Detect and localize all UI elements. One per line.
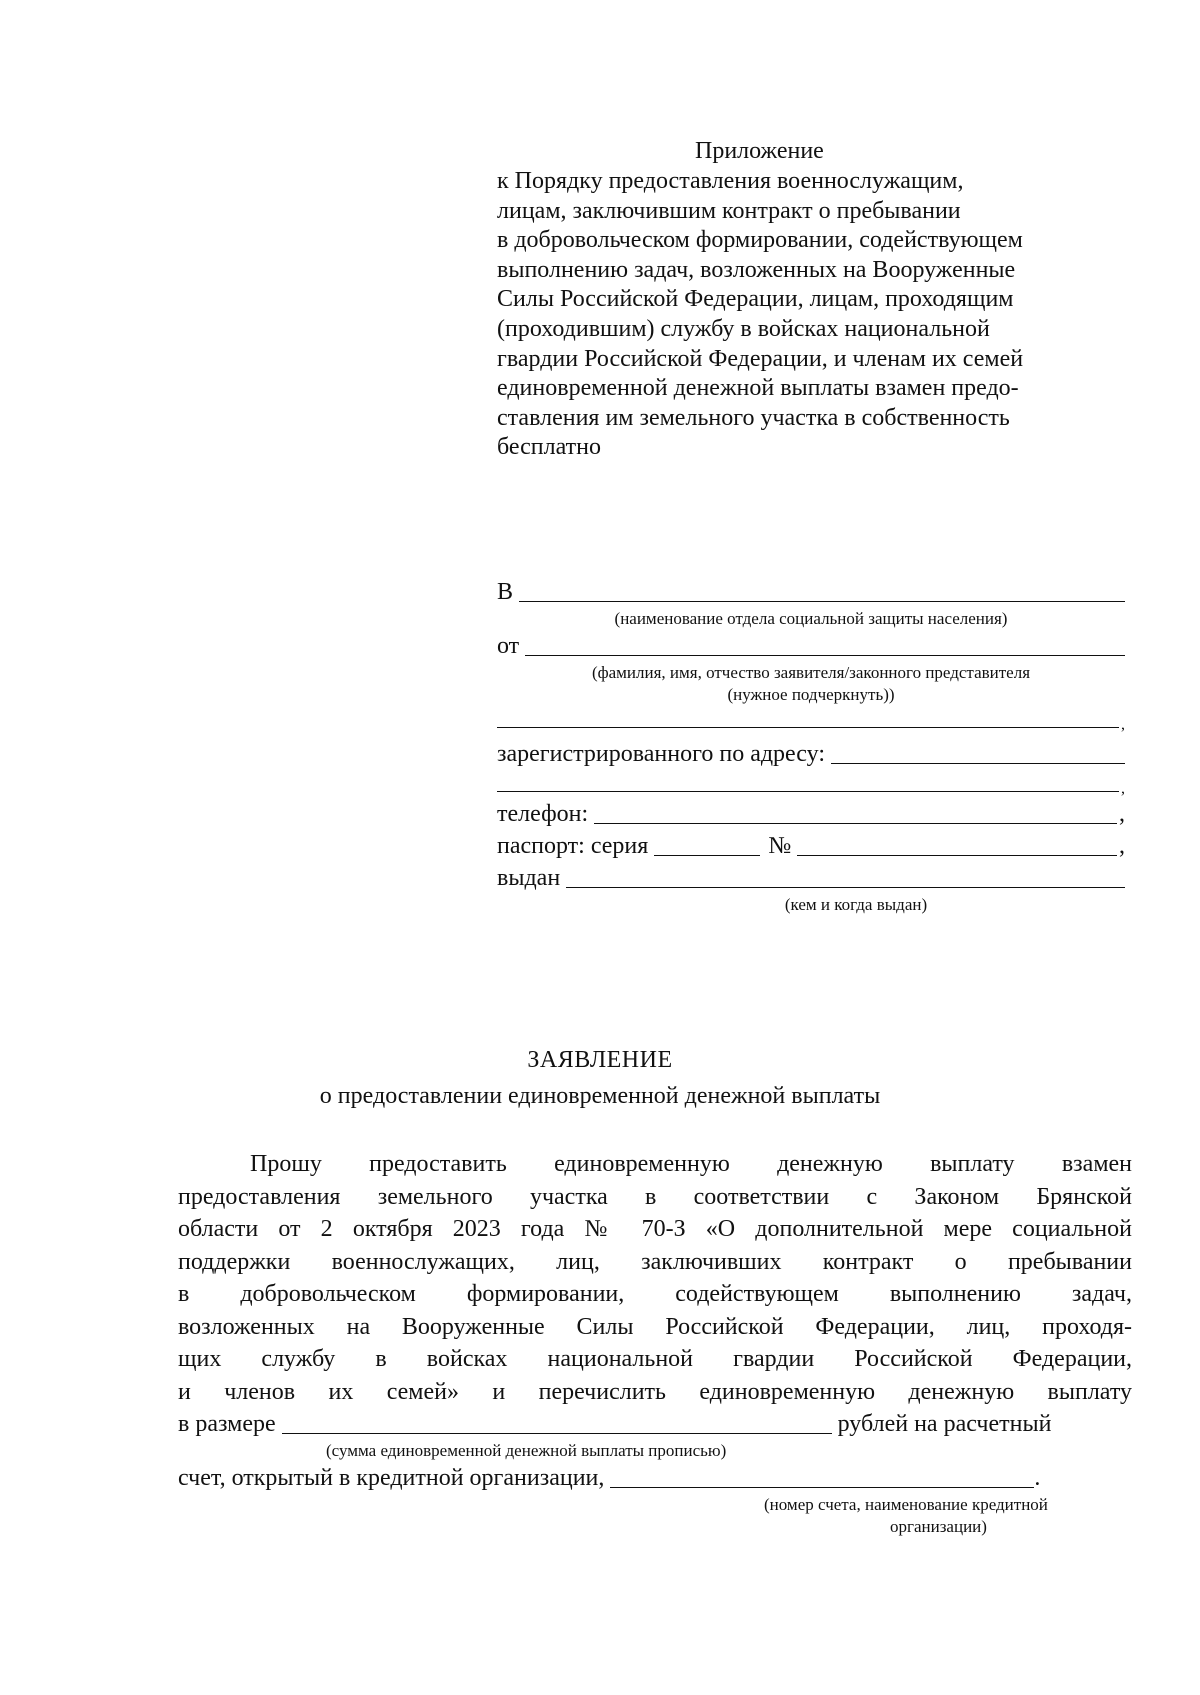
comma: , [1119, 833, 1125, 859]
account-caption: (номер счета, наименование кредитной [764, 1495, 1048, 1514]
appendix-line: в добровольческом формировании, содействующем [497, 227, 1023, 254]
statement-body [178, 1148, 1132, 1538]
appendix-line: ставления им земельного участка в собственность [497, 404, 1010, 431]
body-line: возложенных на Вооруженные Силы Российской Федерации, лиц, проходя- [178, 1313, 1132, 1340]
address-block [497, 576, 1125, 916]
issued-field[interactable] [566, 863, 1125, 888]
amount-caption: (сумма единовременной денежной выплаты прописью) [326, 1441, 727, 1460]
registered-row [497, 738, 1125, 770]
appendix-line: (проходившим) службу в войсках национальной [497, 315, 990, 342]
passport-number-field[interactable] [797, 831, 1117, 856]
body-line: поддержки военнослужащих, лиц, заключивших контракт о пребывании [178, 1248, 1132, 1275]
comma: , [1119, 801, 1125, 827]
passport-row [497, 830, 1125, 862]
phone-label: телефон: [497, 801, 589, 827]
amount-suffix: рублей на расчетный [837, 1411, 1052, 1437]
amount-field[interactable] [282, 1409, 832, 1434]
appendix-line: бесплатно [497, 434, 601, 461]
statement-title: ЗАЯВЛЕНИЕ [527, 1047, 673, 1073]
body-line: предоставления земельного участка в соответствии с Законом Брянской [178, 1183, 1132, 1210]
appendix-line: гвардии Российской Федерации, и членам их семей [497, 345, 1024, 372]
statement-subtitle: о предоставлении единовременной денежной выплаты [319, 1083, 881, 1109]
to-caption: (наименование отдела социальной защиты населения) [614, 609, 1008, 628]
appendix-line: Силы Российской Федерации, лицам, проходящим [497, 286, 1014, 313]
address-continuation-field[interactable] [497, 767, 1119, 792]
body-line: щих службу в войсках национальной гвардии Российской Федерации, [178, 1346, 1132, 1372]
account-caption-note: организации) [890, 1517, 987, 1536]
phone-field[interactable] [594, 799, 1117, 824]
passport-series-field[interactable] [654, 831, 760, 856]
body-line: области от 2 октября 2023 года № 70-З «О дополнительной мере социальной [178, 1216, 1132, 1242]
issued-row [497, 862, 1125, 894]
passport-label: паспорт: серия [497, 833, 649, 859]
address-continuation-row [497, 770, 1125, 798]
body-line: в добровольческом формировании, содействующем выполнению задач, [178, 1281, 1132, 1307]
issued-caption: (кем и когда выдан) [784, 895, 928, 914]
account-row [178, 1462, 1132, 1494]
phone-row [497, 798, 1125, 830]
from-caption-note: (нужное подчеркнуть)) [727, 685, 895, 704]
appendix-block [497, 135, 1137, 463]
name-continuation-field[interactable] [497, 703, 1119, 728]
appendix-label: Приложение [695, 138, 824, 164]
appendix-line: выполнению задач, возложенных на Вооруженные [497, 256, 1016, 283]
body-line: Прошу предоставить единовременную денежную выплату взамен [250, 1151, 1132, 1177]
amount-prefix: в размере [178, 1411, 276, 1437]
from-field[interactable] [525, 631, 1125, 656]
appendix-line: к Порядку предоставления военнослужащим, [497, 168, 964, 194]
account-prefix: счет, открытый в кредитной организации, [178, 1465, 605, 1491]
from-caption: (фамилия, имя, отчество заявителя/законного представителя [591, 663, 1031, 682]
from-prefix: от [497, 633, 520, 659]
account-field[interactable] [610, 1463, 1034, 1488]
name-continuation-row [497, 706, 1125, 734]
body-line: и членов их семей» и перечислить единовременную денежную выплату [178, 1378, 1132, 1405]
appendix-line: единовременной денежной выплаты взамен предо- [497, 375, 1019, 402]
appendix-line: лицам, заключившим контракт о пребывании [497, 197, 961, 224]
from-row [497, 630, 1125, 662]
to-prefix: В [497, 579, 514, 605]
issued-label: выдан [497, 865, 561, 891]
comma: , [1121, 716, 1125, 733]
amount-row [178, 1408, 1132, 1440]
registered-label: зарегистрированного по адресу: [497, 741, 825, 767]
registered-field[interactable] [831, 739, 1125, 764]
comma: , [1121, 780, 1125, 797]
number-sign: № [768, 833, 792, 859]
period: . [1034, 1465, 1041, 1491]
to-row [497, 576, 1125, 608]
to-field[interactable] [519, 577, 1125, 602]
